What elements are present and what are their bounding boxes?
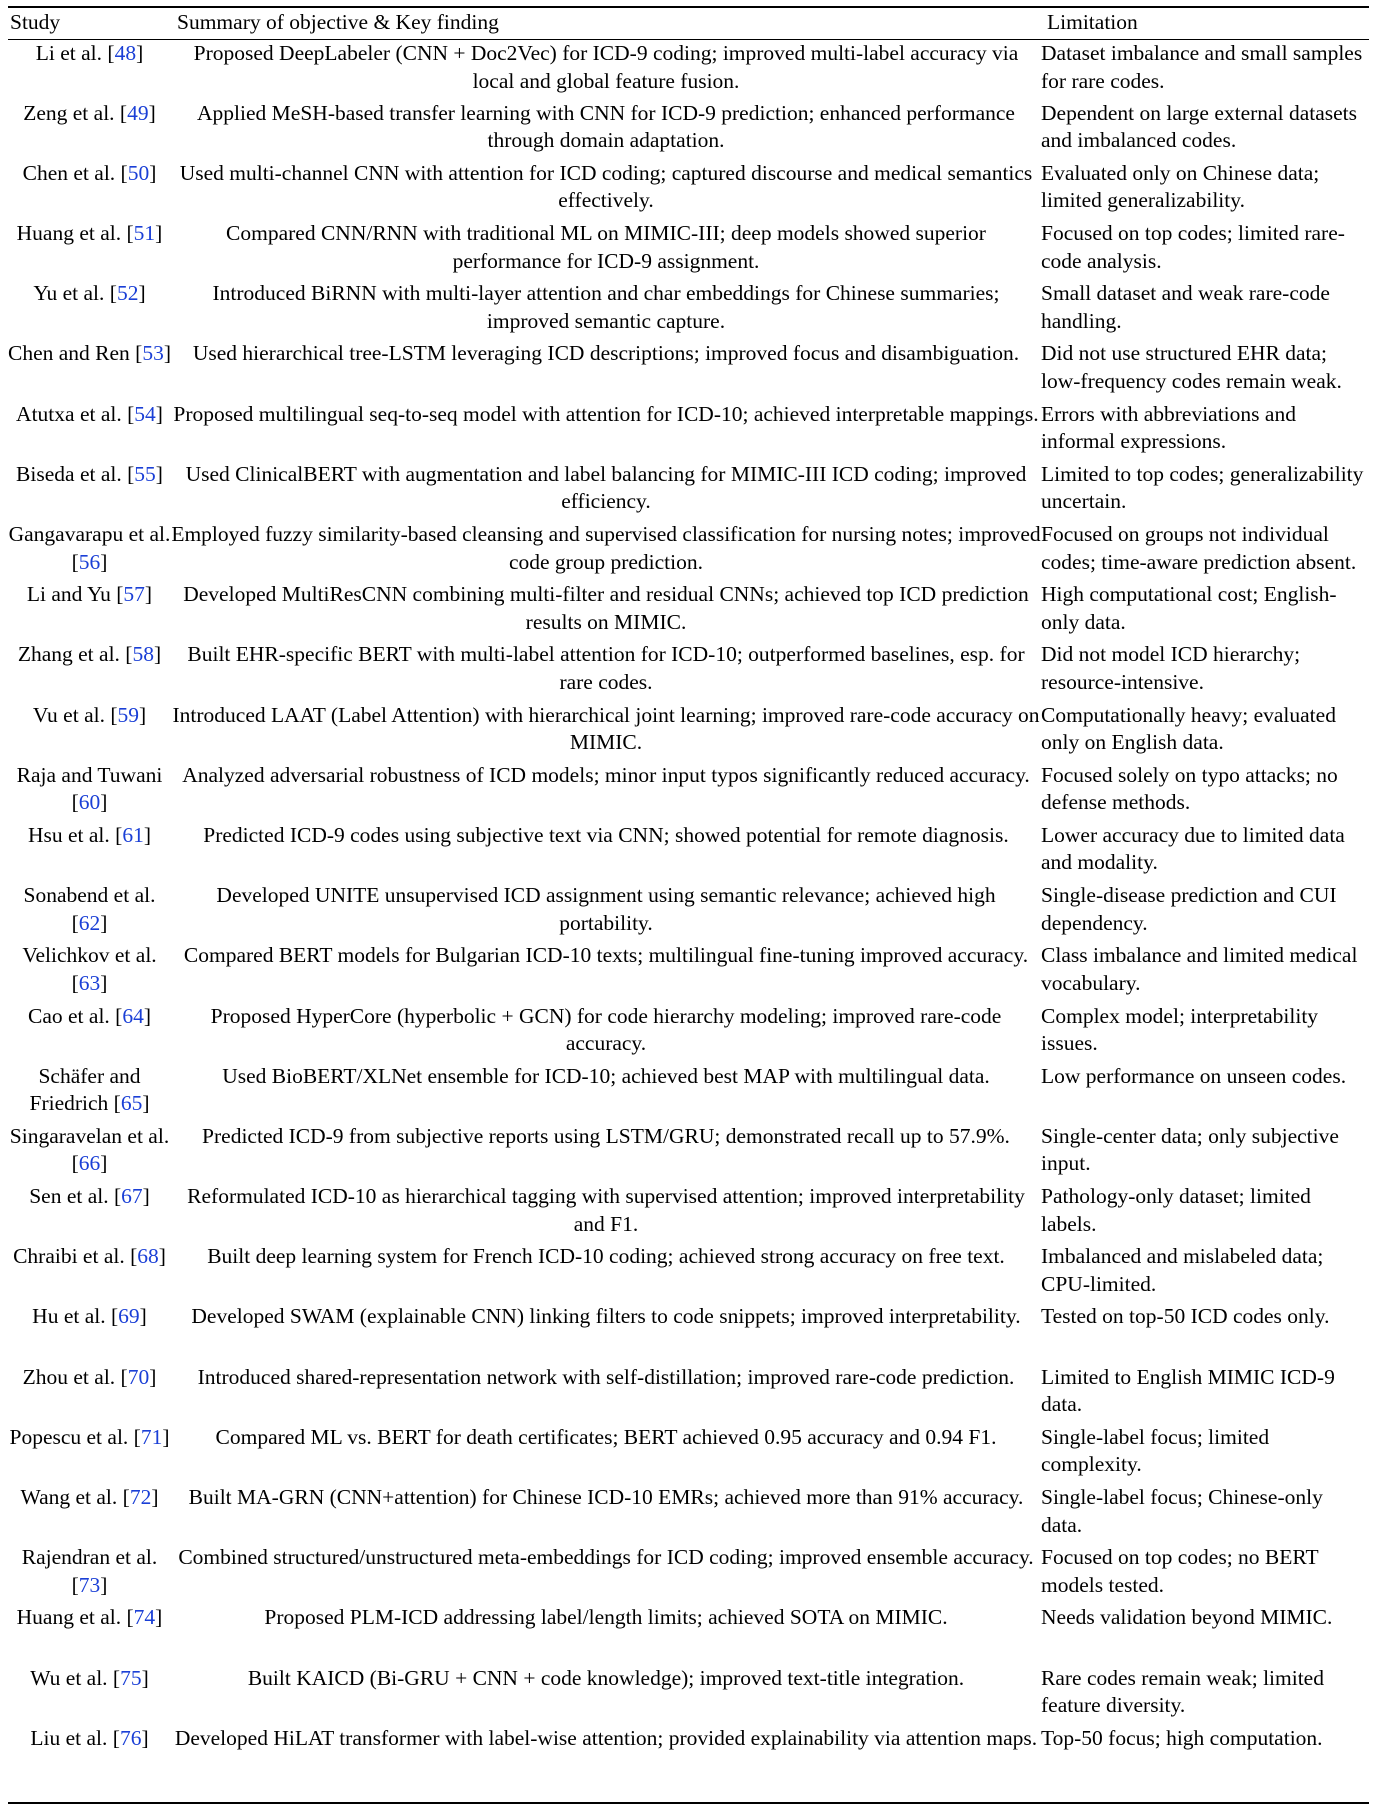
study-name: Yu et al. [: [33, 281, 117, 306]
limitation-cell: Limited to English MIMIC ICD-9 data.: [1041, 1364, 1335, 1417]
reference-bracket-close: ]: [143, 1003, 151, 1028]
study-cell: [8, 1544, 171, 1604]
reference-link[interactable]: 60: [78, 790, 101, 815]
study-cell: [8, 220, 171, 280]
table-row: [8, 1725, 1369, 1785]
table-row: [8, 280, 1369, 340]
summary-cell: Used BioBERT/XLNet ensemble for ICD-10; achieved best MAP with multilingual data.: [222, 1063, 990, 1088]
reference-bracket-close: ]: [153, 642, 162, 667]
study-name: Velichkov et al. [: [22, 943, 157, 995]
reference-link[interactable]: 70: [127, 1364, 150, 1389]
study-cell: [8, 100, 171, 160]
summary-cell: Built MA-GRN (CNN+attention) for Chinese ICD-10 EMRs; achieved more than 91% accuracy.: [188, 1485, 1024, 1509]
study-name: Li et al. [: [35, 41, 115, 65]
table-row: [8, 461, 1369, 521]
reference-bracket-close: ]: [151, 1485, 159, 1509]
limitation-cell: Top-50 focus; high computation.: [1041, 1725, 1323, 1750]
limitation-cell: Evaluated only on Chinese data; limited generalizability.: [1041, 160, 1320, 213]
reference-bracket-close: ]: [136, 41, 144, 65]
limitation-cell: Focused on groups not individual codes; time-aware prediction absent.: [1041, 522, 1357, 574]
summary-cell: Compared ML vs. BERT for death certificates; BERT achieved 0.95 accuracy and 0.94 F1.: [215, 1424, 997, 1449]
reference-bracket-close: ]: [143, 822, 151, 847]
reference-bracket-close: ]: [141, 1665, 149, 1690]
study-cell: [8, 702, 171, 762]
table-row: [8, 1123, 1369, 1183]
study-name: Gangavarapu et al. [: [8, 522, 171, 574]
table-row: [8, 1484, 1369, 1544]
table-row: [8, 1303, 1369, 1363]
reference-bracket-close: ]: [163, 341, 172, 366]
table-row: [8, 702, 1369, 762]
study-cell: [8, 641, 171, 701]
summary-cell: Predicted ICD-9 from subjective reports using LSTM/GRU; demonstrated recall up to 57.9%.: [202, 1123, 1010, 1148]
summary-cell: Compared BERT models for Bulgarian ICD-10 texts; multilingual fine-tuning improved accuracy.: [183, 943, 1029, 968]
study-cell: [8, 521, 171, 581]
reference-link[interactable]: 64: [122, 1003, 144, 1028]
table-row: [8, 1364, 1369, 1424]
table-row: [8, 160, 1369, 220]
reference-bracket-close: ]: [139, 1304, 147, 1329]
summary-cell: Employed fuzzy similarity-based cleansing and supervised classification for nursing notes; improved code group prediction.: [171, 522, 1041, 574]
limitation-cell: Needs validation beyond MIMIC.: [1041, 1605, 1333, 1630]
literature-table: [8, 8, 1369, 1785]
limitation-cell: Focused on top codes; limited rare-code analysis.: [1041, 221, 1345, 273]
reference-link[interactable]: 54: [134, 401, 156, 426]
summary-cell: Built deep learning system for French ICD-10 coding; achieved strong accuracy on free text.: [207, 1244, 1005, 1269]
reference-link[interactable]: 50: [127, 160, 150, 185]
reference-link[interactable]: 68: [137, 1244, 159, 1269]
reference-link[interactable]: 56: [78, 549, 101, 574]
reference-link[interactable]: 55: [134, 461, 156, 486]
reference-link[interactable]: 51: [133, 221, 156, 246]
table-row: [8, 641, 1369, 701]
summary-cell: Developed SWAM (explainable CNN) linking filters to code snippets; improved interpretability.: [191, 1304, 1021, 1329]
study-cell: [8, 401, 171, 461]
study-name: Wang et al. [: [20, 1485, 130, 1509]
reference-bracket-close: ]: [155, 221, 163, 246]
table-body: [8, 40, 1369, 1785]
reference-link[interactable]: 58: [132, 642, 154, 667]
study-name: Zhou et al. [: [22, 1364, 128, 1389]
table-row: [8, 1063, 1369, 1123]
table-row: [8, 220, 1369, 280]
reference-link[interactable]: 65: [120, 1091, 143, 1116]
limitation-cell: Low performance on unseen codes.: [1041, 1063, 1347, 1088]
table-row: [8, 882, 1369, 942]
reference-bracket-close: ]: [158, 1244, 166, 1269]
limitation-cell: Focused solely on typo attacks; no defense methods.: [1041, 762, 1338, 815]
reference-bracket-close: ]: [139, 702, 147, 727]
reference-link[interactable]: 69: [118, 1304, 140, 1329]
reference-bracket-close: ]: [144, 582, 153, 607]
summary-cell: Developed MultiResCNN combining multi-filter and residual CNNs; achieved top ICD prediction results on MIMIC.: [183, 582, 1029, 634]
summary-cell: Applied MeSH-based transfer learning with CNN for ICD-9 prediction; enhanced performance through domain adaptation.: [197, 100, 1015, 153]
summary-cell: Developed HiLAT transformer with label-wise attention; provided explainability via attention maps.: [174, 1725, 1038, 1750]
reference-bracket-close: ]: [100, 1151, 108, 1176]
table-row: [8, 581, 1369, 641]
study-cell: [8, 1665, 171, 1725]
reference-link[interactable]: 67: [121, 1184, 143, 1209]
summary-cell: Built EHR-specific BERT with multi-label attention for ICD-10; outperformed baselines, esp. for rare codes.: [187, 642, 1025, 694]
table-bottom-rule: [8, 1802, 1369, 1804]
study-cell: [8, 1243, 171, 1303]
study-name: Huang et al. [: [16, 221, 134, 246]
reference-bracket-close: ]: [100, 790, 108, 815]
summary-cell: Built KAICD (Bi-GRU + CNN + code knowledge); improved text-title integration.: [247, 1665, 965, 1690]
limitation-cell: Limited to top codes; generalizability uncertain.: [1041, 461, 1364, 514]
reference-bracket-close: ]: [155, 1605, 163, 1630]
table-row: [8, 1183, 1369, 1243]
limitation-cell: Focused on top codes; no BERT models tested.: [1041, 1545, 1319, 1597]
reference-bracket-close: ]: [149, 1364, 157, 1389]
header-summary: Summary of objective & Key finding: [171, 8, 1041, 40]
reference-bracket-close: ]: [100, 910, 108, 935]
reference-link[interactable]: 52: [116, 281, 139, 306]
table-row: [8, 340, 1369, 400]
reference-link[interactable]: 57: [123, 582, 145, 607]
table-row: [8, 100, 1369, 160]
limitation-cell: Did not model ICD hierarchy; resource-intensive.: [1041, 642, 1301, 694]
study-cell: [8, 1123, 171, 1183]
reference-link[interactable]: 53: [142, 341, 164, 366]
table-row: [8, 1604, 1369, 1664]
reference-bracket-close: ]: [155, 461, 163, 486]
study-name: Biseda et al. [: [16, 461, 135, 486]
study-cell: [8, 340, 171, 400]
table-row: [8, 521, 1369, 581]
summary-cell: Introduced BiRNN with multi-layer attention and char embeddings for Chinese summaries; improved semantic capture.: [212, 281, 1000, 333]
table-row: [8, 1665, 1369, 1725]
limitation-cell: Single-center data; only subjective input.: [1041, 1123, 1339, 1176]
reference-link[interactable]: 66: [78, 1151, 101, 1176]
header-study: Study: [8, 8, 171, 40]
study-name: Zeng et al. [: [23, 100, 128, 125]
reference-bracket-close: ]: [100, 549, 108, 574]
study-name: Chraibi et al. [: [13, 1244, 138, 1269]
reference-link[interactable]: 62: [78, 910, 101, 935]
table-row: [8, 1003, 1369, 1063]
reference-link[interactable]: 76: [119, 1725, 142, 1750]
study-cell: [8, 160, 171, 220]
reference-bracket-close: ]: [155, 401, 163, 426]
reference-bracket-close: ]: [162, 1424, 170, 1449]
reference-link[interactable]: 73: [78, 1572, 101, 1597]
summary-cell: Used hierarchical tree-LSTM leveraging ICD descriptions; improved focus and disambiguation.: [192, 341, 1020, 366]
study-cell: [8, 40, 171, 100]
study-name: Hsu et al. [: [27, 822, 123, 847]
summary-cell: Compared CNN/RNN with traditional ML on MIMIC-III; deep models showed superior performance for ICD-9 assignment.: [226, 221, 986, 273]
summary-cell: Used multi-channel CNN with attention for ICD coding; captured discourse and medical semantics effectively.: [179, 160, 1033, 213]
limitation-cell: Small dataset and weak rare-code handling.: [1041, 281, 1330, 333]
summary-cell: Introduced shared-representation network with self-distillation; improved rare-code prediction.: [197, 1364, 1015, 1389]
limitation-cell: Imbalanced and mislabeled data; CPU-limited.: [1041, 1244, 1324, 1296]
study-cell: [8, 1003, 171, 1063]
study-name: Singaravelan et al. [: [9, 1123, 170, 1176]
limitation-cell: Pathology-only dataset; limited labels.: [1041, 1184, 1311, 1236]
study-name: Raja and Tuwani [: [16, 762, 163, 815]
study-cell: [8, 280, 171, 340]
study-cell: [8, 942, 171, 1002]
limitation-cell: Errors with abbreviations and informal expressions.: [1041, 401, 1296, 454]
reference-link[interactable]: 61: [122, 822, 144, 847]
summary-cell: Combined structured/unstructured meta-embeddings for ICD coding; improved ensemble accuracy.: [178, 1545, 1034, 1570]
summary-cell: Proposed HyperCore (hyperbolic + GCN) for code hierarchy modeling; improved rare-code accuracy.: [210, 1003, 1002, 1055]
study-name: Sonabend et al. [: [23, 883, 156, 935]
study-name: Vu et al. [: [32, 702, 118, 727]
study-cell: [8, 1424, 171, 1484]
study-name: Cao et al. [: [28, 1003, 123, 1028]
limitation-cell: Single-label focus; Chinese-only data.: [1041, 1485, 1323, 1537]
reference-bracket-close: ]: [100, 970, 108, 995]
study-name: Rajendran et al. [: [21, 1545, 158, 1597]
reference-bracket-close: ]: [138, 281, 146, 306]
limitation-cell: Class imbalance and limited medical vocabulary.: [1041, 943, 1358, 995]
reference-bracket-close: ]: [148, 100, 156, 125]
study-cell: [8, 581, 171, 641]
reference-link[interactable]: 75: [120, 1665, 142, 1690]
study-cell: [8, 1063, 171, 1123]
table-row: [8, 1544, 1369, 1604]
table-row: [8, 40, 1369, 100]
study-name: Popescu et al. [: [9, 1424, 141, 1449]
table-header-row: [8, 8, 1369, 40]
limitation-cell: Single-label focus; limited complexity.: [1041, 1424, 1270, 1477]
summary-cell: Proposed DeepLabeler (CNN + Doc2Vec) for ICD-9 coding; improved multi-label accuracy via local and global feature fusion.: [193, 41, 1019, 93]
summary-cell: Used ClinicalBERT with augmentation and label balancing for MIMIC-III ICD coding; improved efficiency.: [185, 461, 1027, 514]
table-row: [8, 762, 1369, 822]
limitation-cell: Dataset imbalance and small samples for rare codes.: [1041, 41, 1363, 93]
study-cell: [8, 822, 171, 882]
summary-cell: Reformulated ICD-10 as hierarchical tagging with supervised attention; improved interpretability and F1.: [187, 1184, 1025, 1236]
study-name: Wu et al. [: [30, 1665, 121, 1690]
study-cell: [8, 882, 171, 942]
summary-cell: Analyzed adversarial robustness of ICD models; minor input typos significantly reduced accuracy.: [182, 762, 1030, 787]
study-name: Huang et al. [: [16, 1605, 134, 1630]
reference-bracket-close: ]: [100, 1572, 108, 1597]
header-limitation: Limitation: [1041, 8, 1369, 40]
study-cell: [8, 762, 171, 822]
reference-bracket-close: ]: [142, 1091, 150, 1116]
limitation-cell: Lower accuracy due to limited data and modality.: [1041, 822, 1345, 875]
summary-cell: Introduced LAAT (Label Attention) with hierarchical joint learning; improved rare-code accuracy on MIMIC.: [172, 702, 1040, 755]
limitation-cell: Did not use structured EHR data; low-frequency codes remain weak.: [1041, 341, 1342, 393]
summary-cell: Developed UNITE unsupervised ICD assignment using semantic relevance; achieved high portability.: [216, 883, 996, 935]
study-cell: [8, 1484, 171, 1544]
summary-cell: Proposed multilingual seq-to-seq model with attention for ICD-10; achieved interpretable mappings.: [173, 401, 1039, 426]
table-row: [8, 822, 1369, 882]
reference-link[interactable]: 49: [127, 100, 149, 125]
study-name: Schäfer and Friedrich [: [29, 1063, 141, 1116]
limitation-cell: Rare codes remain weak; limited feature diversity.: [1041, 1665, 1324, 1718]
reference-link[interactable]: 72: [129, 1485, 152, 1509]
limitation-cell: Tested on top-50 ICD codes only.: [1041, 1304, 1330, 1329]
reference-bracket-close: ]: [141, 1725, 149, 1750]
study-cell: [8, 461, 171, 521]
table-row: [8, 1243, 1369, 1303]
table-row: [8, 401, 1369, 461]
limitation-cell: Computationally heavy; evaluated only on English data.: [1041, 702, 1336, 755]
summary-cell: Predicted ICD-9 codes using subjective text via CNN; showed potential for remote diagnosis.: [203, 822, 1009, 847]
limitation-cell: Single-disease prediction and CUI dependency.: [1041, 883, 1337, 935]
study-cell: [8, 1183, 171, 1243]
limitation-cell: Complex model; interpretability issues.: [1041, 1003, 1319, 1055]
reference-link[interactable]: 71: [140, 1424, 163, 1449]
summary-cell: Proposed PLM-ICD addressing label/length limits; achieved SOTA on MIMIC.: [264, 1605, 948, 1630]
study-cell: [8, 1364, 171, 1424]
reference-link[interactable]: 63: [78, 970, 101, 995]
study-cell: [8, 1725, 171, 1785]
study-name: Chen and Ren [: [8, 341, 143, 366]
study-name: Zhang et al. [: [17, 642, 133, 667]
study-name: Sen et al. [: [29, 1184, 122, 1209]
reference-bracket-close: ]: [142, 1184, 150, 1209]
limitation-cell: Dependent on large external datasets and imbalanced codes.: [1041, 100, 1358, 153]
reference-link[interactable]: 48: [114, 41, 137, 65]
study-name: Liu et al. [: [30, 1725, 120, 1750]
study-name: Atutxa et al. [: [16, 401, 135, 426]
reference-link[interactable]: 59: [117, 702, 139, 727]
study-name: Chen et al. [: [22, 160, 128, 185]
table-row: [8, 942, 1369, 1002]
reference-bracket-close: ]: [149, 160, 157, 185]
limitation-cell: High computational cost; English-only data.: [1041, 582, 1337, 634]
reference-link[interactable]: 74: [133, 1605, 156, 1630]
study-name: Li and Yu [: [26, 582, 124, 607]
study-cell: [8, 1604, 171, 1664]
study-name: Hu et al. [: [32, 1304, 119, 1329]
table-row: [8, 1424, 1369, 1484]
study-cell: [8, 1303, 171, 1363]
